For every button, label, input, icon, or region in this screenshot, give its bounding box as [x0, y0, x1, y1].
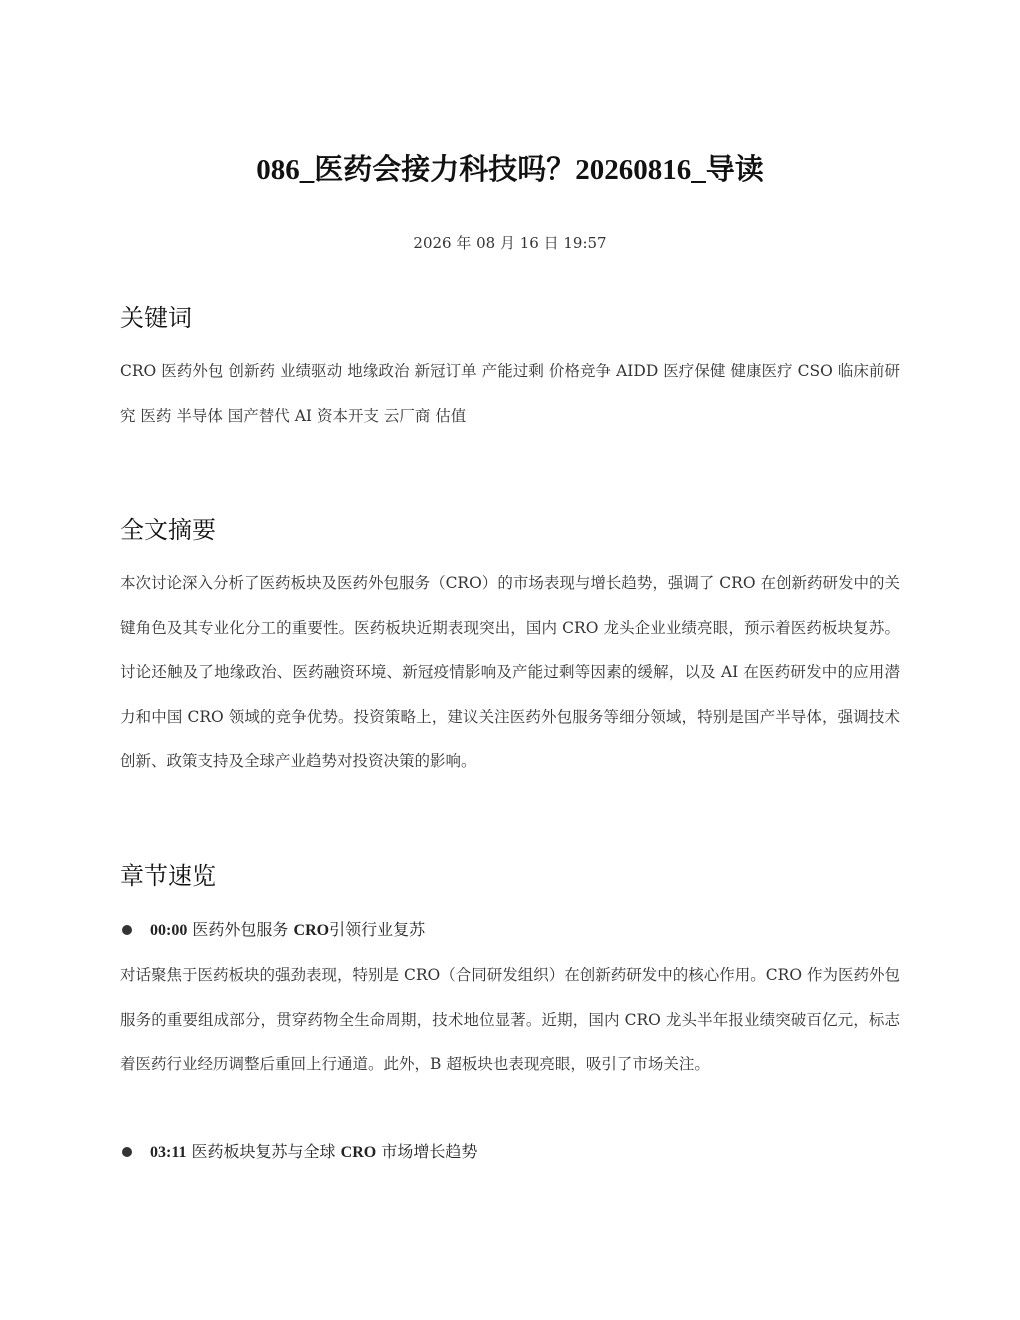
chapter-item	[120, 1137, 900, 1167]
summary-heading: 全文摘要	[120, 516, 216, 544]
summary-text: 本次讨论深入分析了医药板块及医药外包服务（CRO）的市场表现与增长趋势，强调了 CRO 在创新药研发中的关键角色及其专业化分工的重要性。医药板块近期表现突出，国内 CRO 龙头企业业绩亮眼，预示着医药板块复苏。讨论还触及了地缘政治、医药融资环境、新冠疫情影响及产能过剩等因素的缓解，以及 AI 在医药研发中的应用潜力和中国 CRO 领域的竞争优势。投资策略上，建议关注医药外包服务等细分领域，特别是国产半导体，强调技术创新、政策支持及全球产业趋势对投资决策的影响。	[120, 574, 900, 771]
chapter-title-post: 引领行业复苏	[329, 920, 426, 939]
chapter-title-bold: CRO	[293, 922, 330, 939]
bullet-icon	[122, 925, 132, 935]
chapter-item	[120, 915, 900, 945]
chapter-title	[150, 915, 425, 946]
keywords-text: CRO 医药外包 创新药 业绩驱动 地缘政治 新冠订单 产能过剩 价格竞争 AIDD 医疗保健 健康医疗 CSO 临床前研究 医药 半导体 国产替代 AI 资本开支 云厂商 估值	[120, 362, 900, 425]
chapters-heading: 章节速览	[120, 862, 216, 890]
document-date: 2026 年 08 月 16 日 19:57	[413, 234, 607, 252]
chapter-title-pre: 医药板块复苏与全球	[191, 1142, 336, 1161]
keywords-heading: 关键词	[120, 304, 192, 332]
chapter-body: 对话聚焦于医药板块的强劲表现，特别是 CRO（合同研发组织）在创新药研发中的核心作用。CRO 作为医药外包服务的重要组成部分，贯穿药物全生命周期，技术地位显著。近期，国内 CRO 龙头半年报业绩突破百亿元，标志着医药行业经历调整后重回上行通道。此外，B 超板块也表现亮眼，吸引了市场关注。	[120, 966, 900, 1074]
chapter-title-bold: CRO	[340, 1144, 377, 1161]
chapter-title	[150, 1137, 477, 1168]
chapter-time: 03:11	[150, 1144, 187, 1161]
chapter-time: 00:00	[150, 922, 188, 939]
document-title: 086_医药会接力科技吗？20260816_导读	[256, 154, 764, 186]
chapter-title-pre: 医药外包服务	[192, 920, 289, 939]
chapter-title-post: 市场增长趋势	[381, 1142, 478, 1161]
bullet-icon	[122, 1147, 132, 1157]
